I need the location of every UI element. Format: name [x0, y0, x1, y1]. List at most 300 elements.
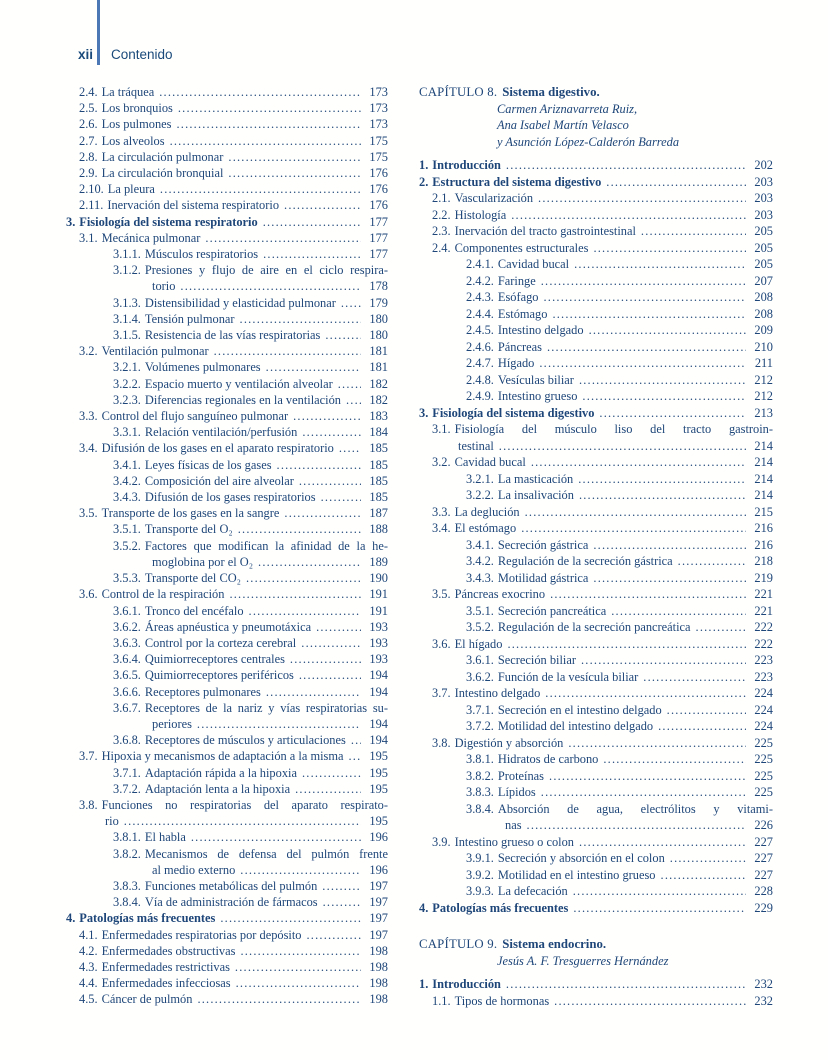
toc-entry-title: Adaptación lenta a la hipoxia — [144, 781, 291, 796]
toc-page-number: 188 — [369, 522, 388, 537]
toc-page-number: 227 — [754, 851, 773, 865]
toc-entry — [66, 943, 388, 959]
toc-page-number: 216 — [754, 521, 773, 535]
toc-entry-title: El estómago — [454, 521, 517, 535]
toc-entry-title: La insalivación — [497, 488, 574, 502]
dot-leader — [240, 943, 361, 959]
toc-entry-number: 3. — [419, 405, 429, 420]
dot-leader — [249, 603, 361, 619]
dot-leader — [544, 289, 747, 306]
toc-entry — [66, 894, 388, 910]
toc-entry-number: 3.9.2. — [466, 867, 494, 882]
toc-page-number: 194 — [369, 668, 388, 683]
toc-page-number: 232 — [754, 993, 773, 1008]
toc-page-number: 228 — [754, 884, 773, 898]
toc-entry-number: 3.2.1. — [466, 471, 494, 486]
toc-entry-title: Hígado — [497, 356, 535, 370]
toc-page-number: 225 — [754, 768, 773, 783]
toc-entry-title: Tipos de hormonas — [454, 993, 550, 1008]
toc-entry-title: Cáncer de pulmón — [101, 992, 193, 1007]
dot-leader — [246, 570, 361, 586]
dot-leader — [525, 504, 746, 521]
toc-entry — [66, 392, 388, 408]
dot-leader — [341, 295, 361, 311]
dot-leader — [581, 652, 746, 669]
toc-entry — [66, 910, 388, 926]
toc-page-number: 184 — [369, 425, 388, 440]
toc-entry-title: Enfermedades restrictivas — [101, 959, 230, 974]
dot-leader — [511, 207, 746, 224]
toc-entry — [419, 768, 773, 785]
toc-entry-title: Fisiología del sistema digestivo — [432, 405, 595, 420]
toc-entry-title: Transporte de los gases en la sangre — [101, 506, 280, 521]
toc-entry-number: 3.8.2. — [113, 846, 141, 861]
toc-entry — [66, 181, 388, 197]
toc-entry-number: 3.1. — [79, 230, 98, 245]
toc-entry-title: Intestino delgado — [454, 686, 541, 700]
chapter-8-title-line — [419, 84, 773, 101]
toc-entry-number: 3.5.2. — [113, 538, 141, 553]
toc-entry-number: 3.6.2. — [113, 619, 141, 634]
toc-entry-number: 2.1. — [432, 191, 451, 205]
toc-entry-number: 4. — [66, 911, 76, 926]
toc-entry-number: 2.9. — [79, 166, 98, 181]
toc-entry — [66, 440, 388, 456]
dot-leader — [579, 834, 746, 851]
toc-entry-number: 3.7. — [79, 749, 98, 764]
toc-entry — [66, 408, 388, 424]
toc-page-number: 198 — [369, 959, 388, 974]
running-title: Contenido — [111, 47, 173, 62]
toc-entry — [66, 116, 388, 132]
toc-entry-number: 3.7.2. — [466, 719, 494, 733]
toc-entry-title: Introducción — [432, 977, 501, 991]
dot-leader — [284, 197, 361, 213]
dot-leader — [531, 454, 746, 471]
toc-page-number: 227 — [754, 867, 773, 882]
toc-entry-number: 3.6. — [79, 587, 98, 602]
toc-entry-title: Absorción de agua, electrólitos y vitami- — [497, 801, 773, 816]
toc-entry — [419, 976, 773, 993]
toc-page-number: 194 — [369, 684, 388, 699]
toc-entry-number: 4.4. — [79, 976, 98, 991]
toc-entry — [419, 322, 773, 339]
toc-entry — [66, 214, 388, 230]
toc-entry — [66, 473, 388, 489]
dot-leader — [197, 991, 361, 1007]
toc-entry-title: Difusión de los gases respiratorios — [144, 490, 316, 505]
toc-entry-title: Fisiología del sistema respiratorio — [79, 214, 258, 229]
dot-leader — [589, 322, 746, 339]
toc-entry — [419, 735, 773, 752]
toc-entry-number: 3.9.1. — [466, 851, 494, 865]
toc-entry-number: 3.6.1. — [466, 653, 494, 667]
toc-entry-title: Intestino grueso o colon — [454, 834, 575, 849]
toc-entry-number: 1. — [419, 977, 429, 991]
toc-entry — [419, 619, 773, 636]
dot-leader — [316, 619, 361, 635]
toc-page-number: 198 — [369, 976, 388, 991]
toc-entry-continuation — [419, 438, 773, 455]
toc-entry-number: 3.8.4. — [113, 895, 141, 910]
toc-entry-number: 3.8.1. — [466, 752, 494, 766]
toc-entry-title: Función de la vesícula biliar — [497, 669, 639, 684]
toc-page-number: 182 — [369, 392, 388, 407]
toc-entry — [419, 702, 773, 719]
dot-leader — [240, 862, 361, 878]
dot-leader — [266, 359, 361, 375]
toc-entry-title: Páncreas exocrino — [454, 587, 546, 601]
toc-page-number: 191 — [369, 603, 388, 618]
toc-entry — [419, 867, 773, 884]
toc-entry — [66, 603, 388, 619]
toc-entry-title: La circulación pulmonar — [101, 149, 224, 164]
toc-page-number: 187 — [369, 506, 388, 521]
toc-page-number: 207 — [754, 273, 773, 288]
toc-entry-title: Adaptación rápida a la hipoxia — [144, 765, 297, 780]
toc-page-number: 219 — [754, 570, 773, 585]
toc-page-number: 224 — [754, 702, 773, 717]
toc-page-number: 177 — [369, 230, 388, 245]
toc-entry-number: 3.8.4. — [466, 801, 494, 816]
toc-entry-title: Vesículas biliar — [497, 372, 574, 387]
toc-entry-title: Control del flujo sanguíneo pulmonar — [101, 409, 289, 424]
toc-entry-title: Lípidos — [497, 785, 536, 799]
toc-entry-title: Músculos respiratorios — [144, 247, 259, 262]
toc-entry-title: Secreción y absorción en el colon — [497, 851, 665, 865]
toc-entry — [419, 751, 773, 768]
toc-entry-number: 3.4.2. — [466, 554, 494, 568]
toc-entry — [66, 489, 388, 505]
toc-page-number: 196 — [369, 830, 388, 845]
toc-entry-title: Presiones y flujo de aire en el ciclo respira- — [144, 263, 388, 278]
chapter-author: Ana Isabel Martín Velasco — [497, 118, 629, 132]
toc-entry-title: Diferencias regionales en la ventilación — [144, 392, 341, 407]
toc-entry — [419, 207, 773, 224]
dot-leader — [240, 311, 361, 327]
toc-page-number: 193 — [369, 619, 388, 634]
toc-entry-title: Fisiología del músculo liso del tracto gastroin- — [454, 422, 773, 436]
toc-page-number: 176 — [369, 198, 388, 213]
toc-entry — [66, 700, 388, 716]
dot-leader — [229, 586, 361, 602]
toc-entry-title: Motilidad en el intestino grueso — [497, 867, 656, 882]
toc-page-number: 214 — [754, 471, 773, 486]
dot-leader — [573, 900, 746, 917]
chapter-author: Carmen Ariznavarreta Ruiz, — [497, 101, 638, 116]
toc-page-number: 173 — [369, 85, 388, 99]
toc-entry-number: 3.2.2. — [466, 488, 494, 502]
chapter-9-title-line — [419, 936, 773, 953]
toc-entry-number: 3.6.6. — [113, 684, 141, 699]
toc-entry — [66, 84, 388, 100]
toc-entry-number: 3.4.3. — [466, 570, 494, 585]
toc-page-number: 197 — [369, 895, 388, 910]
toc-entry-title: Motilidad gástrica — [497, 570, 589, 585]
toc-entry — [66, 846, 388, 862]
toc-entry — [419, 603, 773, 620]
toc-entry-title: Estructura del sistema digestivo — [432, 174, 602, 189]
toc-entry-title: Funciones metabólicas del pulmón — [144, 878, 318, 893]
toc-entry-number: 3.9.3. — [466, 884, 494, 898]
toc-page-number: 225 — [754, 735, 773, 750]
toc-entry-number: 3.3. — [79, 409, 98, 424]
toc-entry — [66, 262, 388, 278]
toc-entry-title: Composición del aire alveolar — [144, 473, 294, 488]
toc-entry-number: 1.1. — [432, 993, 451, 1008]
toc-entry-number: 3.8.3. — [113, 878, 141, 893]
toc-entry — [66, 457, 388, 473]
dot-leader — [214, 343, 361, 359]
toc-page-number: 214 — [754, 455, 773, 469]
toc-page-number: 180 — [369, 328, 388, 343]
dot-leader — [499, 438, 746, 455]
toc-page-number: 205 — [754, 257, 773, 271]
toc-entry-number: 4.3. — [79, 959, 98, 974]
dot-leader — [549, 768, 746, 785]
toc-entry-number: 3.4.2. — [113, 473, 141, 488]
toc-entry-title: Receptores pulmonares — [144, 684, 261, 699]
toc-page-number: 177 — [369, 214, 388, 229]
toc-entry-title: Control de la respiración — [101, 587, 225, 602]
toc-entry-number: 3.5.1. — [466, 603, 494, 618]
dot-leader — [301, 635, 361, 651]
toc-entry-title: Vascularización — [454, 191, 534, 205]
toc-entry-title: Transporte del O₂ — [144, 522, 233, 537]
toc-entry — [419, 240, 773, 257]
toc-page-number: 208 — [754, 290, 773, 304]
dot-leader — [263, 246, 361, 262]
toc-page-number: 195 — [369, 749, 388, 764]
toc-entry — [66, 667, 388, 683]
toc-entry-title: Quimiorreceptores centrales — [144, 652, 285, 667]
toc-entry — [66, 765, 388, 781]
dot-leader — [661, 867, 746, 884]
toc-entry-title: Hidratos de carbono — [497, 752, 599, 766]
toc-entry-number: 3.5.2. — [466, 620, 494, 634]
toc-page-number: 209 — [754, 323, 773, 337]
toc-entry — [66, 538, 388, 554]
toc-entry — [419, 388, 773, 405]
toc-entry — [66, 586, 388, 602]
toc-entry-title: nas — [505, 818, 522, 832]
toc-entry — [419, 289, 773, 306]
dot-leader — [506, 976, 746, 993]
toc-entry — [419, 471, 773, 488]
dot-leader — [573, 883, 746, 900]
toc-entry-title: Proteínas — [497, 768, 545, 783]
toc-entry — [66, 359, 388, 375]
toc-entry-number: 3.6.2. — [466, 669, 494, 684]
toc-entry-title: La circulación bronquial — [101, 166, 224, 181]
toc-entry-title: Enfermedades infecciosas — [101, 976, 231, 991]
toc-entry-number: 3.1.4. — [113, 311, 141, 326]
dot-leader — [277, 457, 361, 473]
toc-entry-number: 2.4.4. — [466, 306, 494, 321]
toc-entry-title: La pleura — [107, 182, 155, 197]
toc-entry-number: 2.2. — [432, 207, 451, 222]
toc-entry — [419, 372, 773, 389]
toc-entry — [419, 421, 773, 438]
toc-entry-number: 3.8.2. — [466, 768, 494, 783]
toc-entry-title: Mecánica pulmonar — [101, 230, 201, 245]
toc-entry — [66, 376, 388, 392]
toc-entry-title: La defecación — [497, 884, 568, 898]
toc-entry-title: Difusión de los gases en el aparato respiratorio — [101, 441, 334, 456]
dot-leader — [338, 376, 361, 392]
toc-entry-number: 1. — [419, 158, 429, 172]
toc-entry-title: La tráquea — [101, 85, 155, 99]
toc-entry-title: Patologías más frecuentes — [432, 900, 569, 915]
chapter-author: Jesús A. F. Tresguerres Hernández — [497, 953, 669, 968]
toc-entry — [66, 570, 388, 586]
toc-entry — [419, 652, 773, 669]
dot-leader — [593, 570, 746, 587]
toc-entry — [66, 619, 388, 635]
toc-entry-title: al medio externo — [152, 862, 236, 877]
toc-entry-title: Áreas apnéustica y pneumotáxica — [144, 619, 312, 634]
dot-leader — [176, 116, 361, 132]
toc-entry-number: 2.4.7. — [466, 356, 494, 370]
toc-entry-number: 3.1. — [432, 422, 451, 436]
toc-entry-number: 2.7. — [79, 133, 98, 148]
dot-leader — [258, 554, 361, 570]
toc-page-number: 198 — [369, 943, 388, 958]
dot-leader — [506, 157, 746, 174]
toc-entry — [419, 685, 773, 702]
toc-page-number: 173 — [369, 101, 388, 116]
dot-leader — [599, 405, 746, 422]
toc-page-number: 221 — [754, 603, 773, 618]
toc-page-number: 225 — [754, 785, 773, 799]
toc-entry-number: 4.2. — [79, 943, 98, 958]
toc-entry — [419, 553, 773, 570]
dot-leader — [339, 440, 361, 456]
toc-entry — [419, 537, 773, 554]
toc-page-number: 223 — [754, 653, 773, 667]
toc-page-number: 221 — [754, 587, 773, 601]
toc-entry — [66, 927, 388, 943]
folio-page-number: xii — [77, 47, 93, 62]
toc-left-column — [66, 84, 388, 1008]
toc-entry-title: periores — [152, 716, 192, 731]
toc-entry-number: 4.5. — [79, 992, 98, 1007]
toc-entry-title: Histología — [454, 207, 507, 222]
toc-entry-continuation — [419, 817, 773, 834]
toc-page-number: 229 — [754, 900, 773, 915]
dot-leader — [325, 327, 361, 343]
toc-entry — [419, 718, 773, 735]
toc-page-number: 175 — [369, 133, 388, 148]
toc-entry — [66, 797, 388, 813]
dot-leader — [538, 190, 746, 207]
toc-entry-number: 3.9. — [432, 834, 451, 849]
toc-entry-number: 2.4.8. — [466, 372, 494, 387]
toc-entry — [419, 586, 773, 603]
toc-entry-title: Los bronquios — [101, 101, 173, 116]
toc-page-number: 202 — [754, 158, 773, 172]
toc-page-number: 183 — [369, 409, 388, 424]
toc-page-number: 222 — [754, 620, 773, 634]
toc-page-number: 193 — [369, 635, 388, 650]
dot-leader — [643, 669, 746, 686]
toc-entry — [66, 100, 388, 116]
chapter-title: Sistema endocrino. — [502, 937, 607, 951]
dot-leader — [351, 732, 361, 748]
toc-entry-title: Intestino delgado — [497, 323, 584, 337]
dot-leader — [180, 278, 361, 294]
toc-entry-title: Los alveolos — [101, 133, 165, 148]
dot-leader — [228, 165, 361, 181]
toc-entry-number: 3.6.7. — [113, 700, 141, 715]
toc-entry-number: 3.7.1. — [113, 765, 141, 780]
toc-entry-title: Tensión pulmonar — [144, 311, 235, 326]
dot-leader — [568, 735, 746, 752]
dot-leader — [302, 424, 361, 440]
toc-entry — [419, 306, 773, 323]
toc-entry-title: Tronco del encéfalo — [144, 603, 244, 618]
dot-leader — [696, 619, 746, 636]
toc-entry-title: Espacio muerto y ventilación alveolar — [144, 376, 333, 391]
toc-entry — [66, 748, 388, 764]
toc-entry-number: 3. — [66, 214, 76, 229]
toc-entry-title: Control por la corteza cerebral — [144, 635, 297, 650]
toc-entry-title: Enfermedades respiratorias por depósito — [101, 927, 302, 942]
toc-entry — [419, 834, 773, 851]
toc-entry — [66, 295, 388, 311]
toc-entry-number: 3.2.1. — [113, 360, 141, 375]
toc-entry-title: La masticación — [497, 471, 574, 486]
toc-entry — [419, 801, 773, 818]
toc-entry-number: 3.3. — [432, 504, 451, 519]
toc-entry — [66, 991, 388, 1007]
toc-entry-title: rio — [105, 814, 119, 829]
toc-page-number: 208 — [754, 306, 773, 321]
toc-entry — [419, 784, 773, 801]
toc-entry-title: Cavidad bucal — [454, 455, 526, 469]
header-divider-rule — [97, 0, 100, 65]
dot-leader — [293, 408, 361, 424]
toc-page-number: 195 — [369, 781, 388, 796]
toc-page-number: 185 — [369, 490, 388, 505]
toc-entry — [66, 311, 388, 327]
toc-entry-title: Vía de administración de fármacos — [144, 895, 318, 910]
toc-entry-number: 3.6.5. — [113, 668, 141, 683]
toc-entry — [66, 635, 388, 651]
toc-entry-number: 2.4.5. — [466, 323, 494, 337]
toc-entry-number: 3.8. — [79, 797, 98, 812]
toc-entry-number: 2. — [419, 174, 429, 189]
toc-page-number: 203 — [754, 191, 773, 205]
dot-leader — [593, 240, 746, 257]
toc-page-number: 194 — [369, 716, 388, 731]
toc-entry — [419, 190, 773, 207]
toc-entry — [419, 993, 773, 1010]
toc-page-number: 173 — [369, 117, 388, 132]
chapter-9-heading — [419, 936, 773, 969]
toc-entry-number: 2.11. — [79, 198, 104, 213]
dot-leader — [527, 817, 746, 834]
toc-entry — [419, 669, 773, 686]
toc-page-number: 225 — [754, 752, 773, 766]
dot-leader — [541, 273, 746, 290]
dot-leader — [554, 993, 746, 1010]
dot-leader — [678, 553, 746, 570]
toc-entry-title: Secreción gástrica — [497, 537, 589, 552]
toc-page-number: 214 — [754, 488, 773, 502]
toc-page-number: 176 — [369, 182, 388, 197]
dot-leader — [582, 388, 746, 405]
